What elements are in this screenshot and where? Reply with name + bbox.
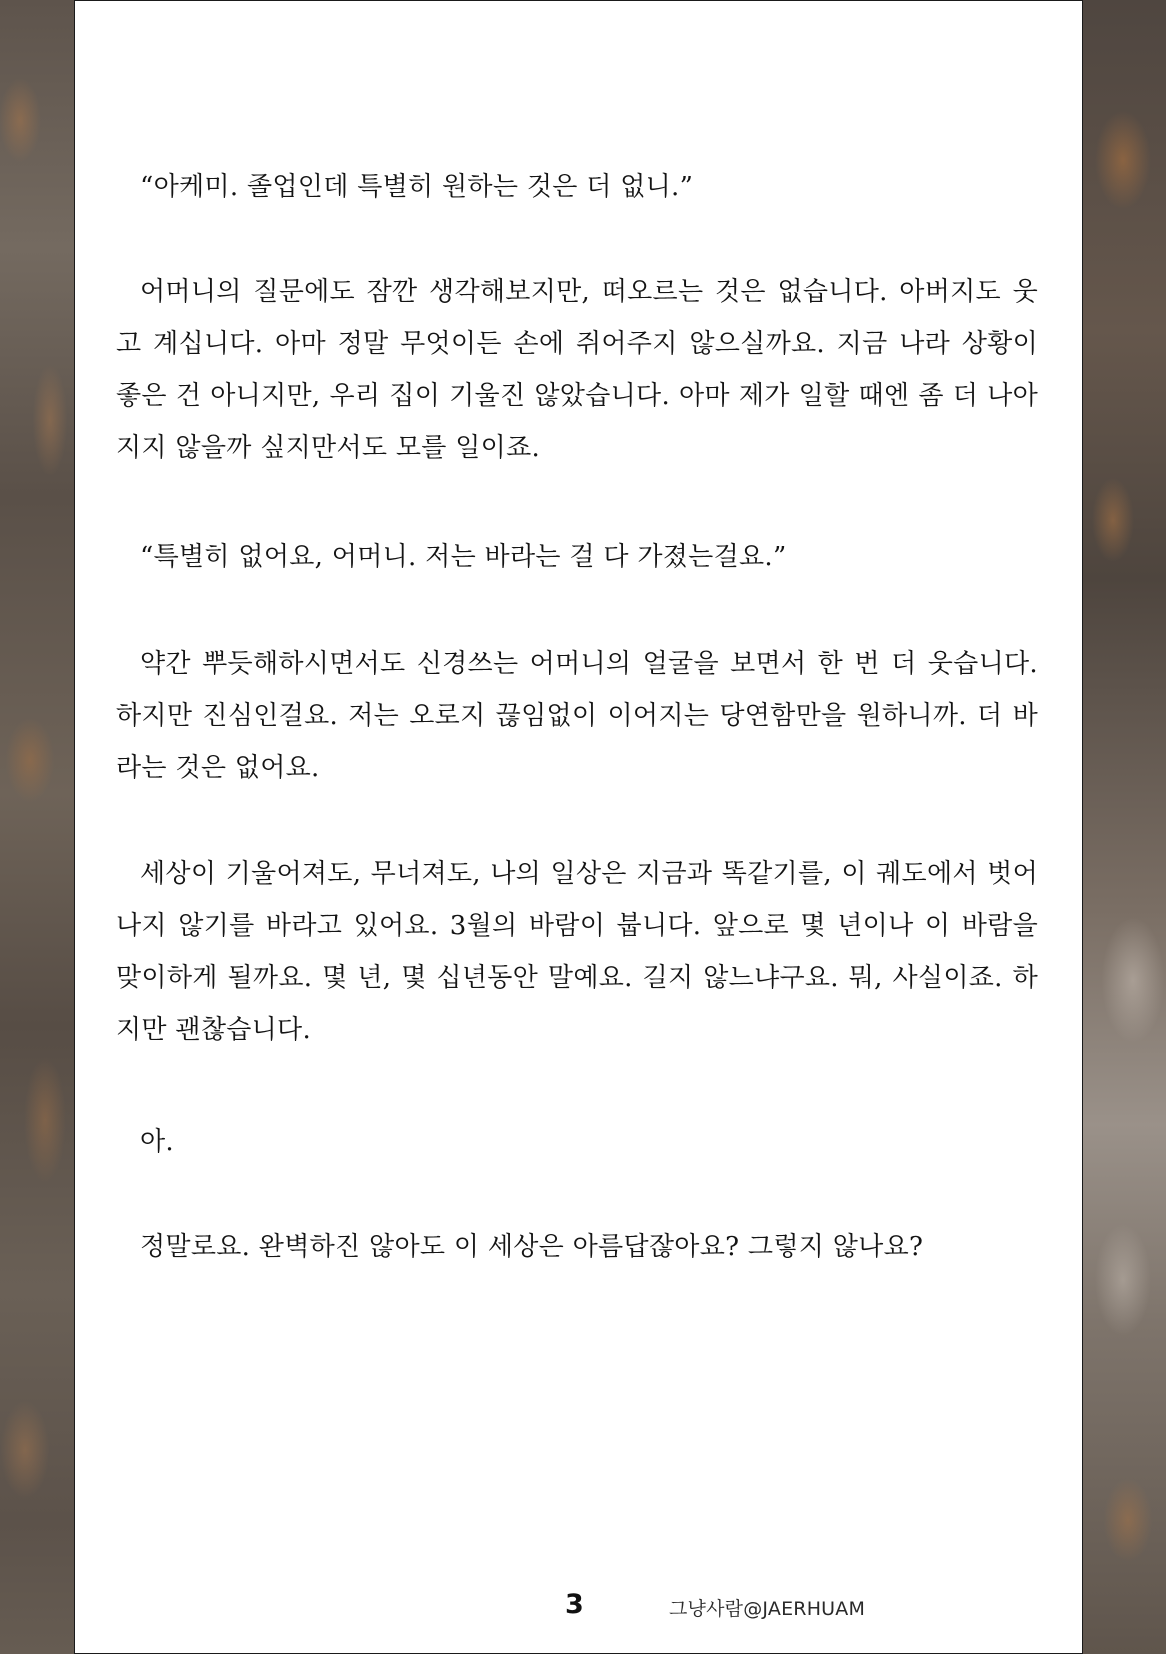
paragraph-3: “특별히 없어요, 어머니. 저는 바라는 걸 다 가졌는걸요.” — [140, 542, 787, 572]
paragraph-1: “아케미. 졸업인데 특별히 원하는 것은 더 없니.” — [140, 172, 694, 202]
paragraph-4: 약간 뿌듯해하시면서도 신경쓰는 어머니의 얼굴을 보면서 한 번 더 웃습니다. 하지만 진심인걸요. 저는 오로지 끊임없이 이어지는 당연함만을 원하니까. 더 바라는 것은 없어요. — [116, 649, 1038, 783]
author-credit: 그냥사람@JAERHUAM — [669, 1598, 866, 1620]
background-texture-left — [0, 0, 74, 1654]
document-page — [74, 0, 1083, 1654]
paragraph-5: 세상이 기울어져도, 무너져도, 나의 일상은 지금과 똑같기를, 이 궤도에서 벗어나지 않기를 바라고 있어요. 3월의 바람이 붑니다. 앞으로 몇 년이나 이 바람을 맞이하게 될까요. 몇 년, 몇 십년동안 말예요. 길지 않느냐구요. 뭐, 사실이죠. 하지만 괜찮습니다. — [116, 859, 1038, 1045]
background-texture-right — [1083, 0, 1166, 1654]
paragraph-2: 어머니의 질문에도 잠깐 생각해보지만, 떠오르는 것은 없습니다. 아버지도 웃고 계십니다. 아마 정말 무엇이든 손에 쥐어주지 않으실까요. 지금 나라 상황이 좋은 건 아니지만, 우리 집이 기울진 않았습니다. 아마 제가 일할 때엔 좀 더 나아지지 않을까 싶지만서도 모를 일이죠. — [116, 277, 1038, 463]
page-number: 3 — [565, 1589, 584, 1620]
paragraph-6: 아. — [140, 1127, 174, 1157]
paragraph-7: 정말로요. 완벽하진 않아도 이 세상은 아름답잖아요? 그렇지 않나요? — [140, 1232, 924, 1262]
